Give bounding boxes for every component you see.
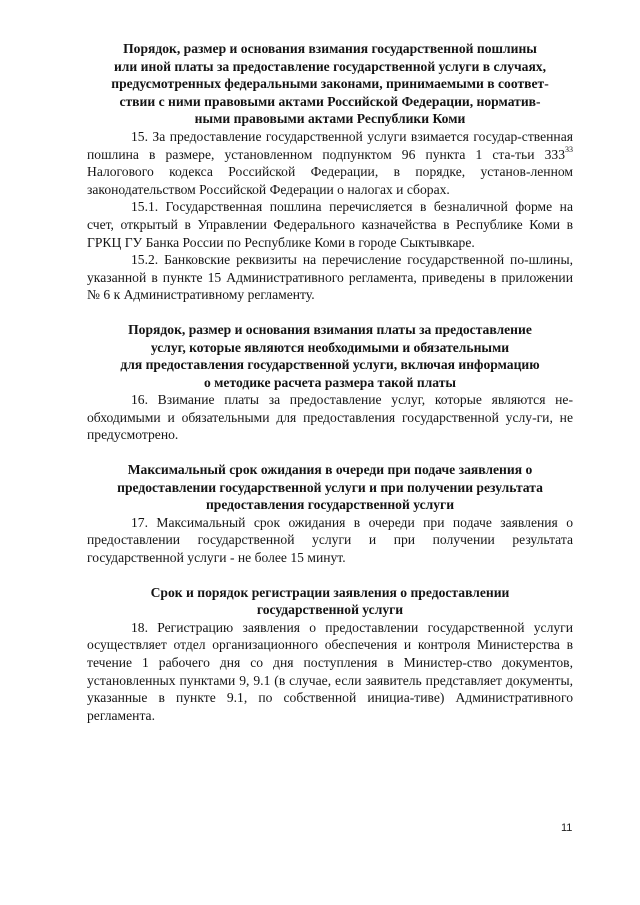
paragraph-17: 17. Максимальный срок ожидания в очереди при подаче заявления о предоставлении государственной услуги и при получении результата государственной услуги - не более 15 минут. — [87, 514, 573, 566]
section-heading: Максимальный срок ожидания в очереди при подаче заявления о предоставлении государственной услуги и при получении результата предоставления государственной услуги — [117, 462, 543, 513]
paragraph-15-2: 15.2. Банковские реквизиты на перечисление государственной по-шлины, указанной в пункте 15 Административного регламента, приведены в приложении № 6 к Административному регламенту. — [87, 252, 573, 303]
paragraph-15-1: 15.1. Государственная пошлина перечисляется в безналичной форме на счет, открытый в Управлении Федерального казначейства в Республике Коми в ГРКЦ ГУ Банка России по Республике Коми в городе Сыктывкаре. — [87, 199, 573, 250]
page-number: 11 — [561, 822, 573, 834]
section-registration — [87, 584, 573, 725]
section-state-fee — [87, 40, 573, 304]
paragraph-16: 16. Взимание платы за предоставление услуг, которые являются не-обходимыми и обязательными для предоставления государственной услу-ги, не предусмотрено. — [87, 392, 573, 443]
footnote-superscript: 33 — [565, 145, 573, 155]
document-page — [87, 40, 573, 724]
section-heading: Срок и порядок регистрации заявления о предоставлении государственной услуги — [150, 584, 510, 618]
section-additional-services-fee — [87, 321, 573, 444]
paragraph-15: 15. За предоставление государственной услуги взимается государ-ственная пошлина в размере, установленном подпунктом 96 пункта 1 ста-тьи $333^{33}$ Налогового кодекса Российской Федерации, в порядке, установ-ленном законодательством Российской Федерации о налогах и сборах. — [87, 128, 573, 197]
section-heading: Порядок, размер и основания взимания платы за предоставление услуг, которые являются необходимыми и обязательными для предоставления государственной услуги, включая информацию о методике расчета размера такой платы — [120, 321, 540, 390]
section-queue-wait-time — [87, 461, 573, 567]
section-heading: Порядок, размер и основания взимания государственной пошлины или иной платы за предоставление государственной услуги в случаях, предусмотренных федеральными законами, принимаемыми в соответ- ствии с ними правовыми актами Российской Федерации, норматив- ными правовыми актами Республики Коми — [111, 41, 549, 127]
paragraph-18: 18. Регистрацию заявления о предоставлении государственной услуги осуществляет отдел организационного обеспечения и контроля Министерства в течение 1 рабочего дня со дня поступления в Министер-ство документов, установленных пунктами 9, 9.1 (в случае, если заявитель представляет документы, указанные в пункте 9.1, по собственной инициа-тиве) Административного регламента. — [87, 619, 573, 723]
